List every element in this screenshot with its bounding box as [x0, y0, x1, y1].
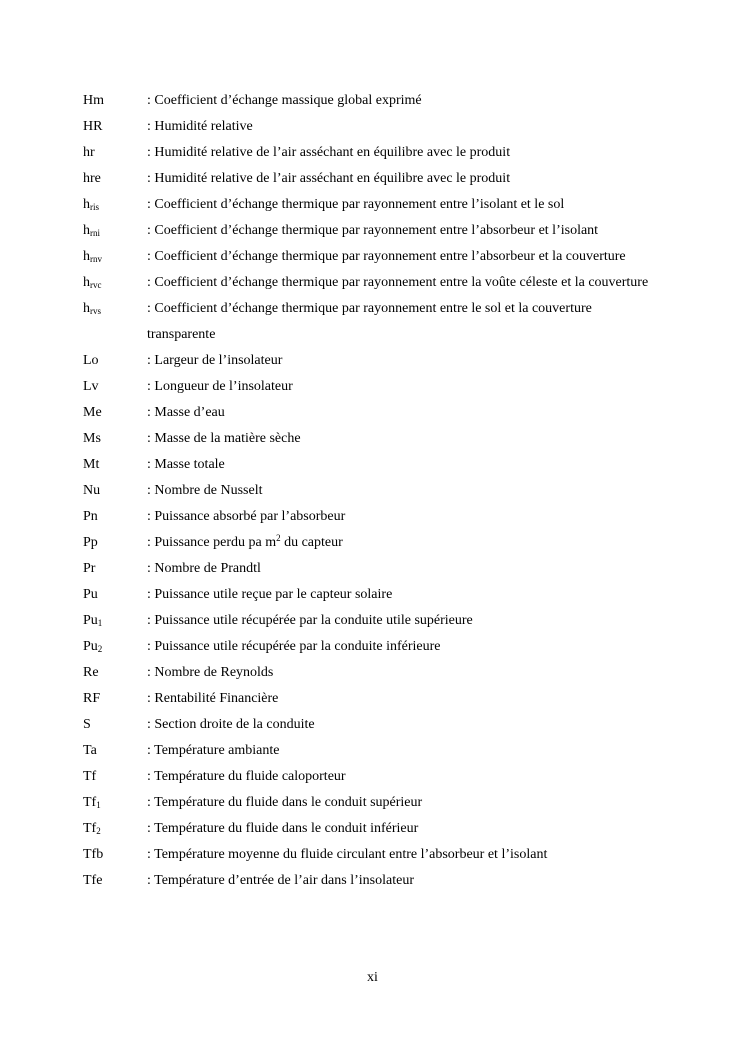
entry-definition [147, 218, 663, 244]
entry-definition [147, 426, 663, 452]
nomenclature-entry [83, 790, 663, 816]
entry-symbol [83, 582, 147, 608]
symbol-text: h [83, 249, 90, 264]
entry-symbol [83, 426, 147, 452]
definition-text: : Masse d’eau [147, 405, 225, 420]
definition-text: : Coefficient d’échange massique global exprimé [147, 93, 422, 108]
symbol-text: Tf [83, 795, 97, 810]
entry-definition [147, 582, 663, 608]
entry-symbol [83, 114, 147, 140]
entry-symbol [83, 478, 147, 504]
symbol-text: RF [83, 691, 101, 706]
definition-text: : Puissance utile récupérée par la conduite inférieure [147, 639, 441, 654]
entry-definition [147, 374, 663, 400]
entry-symbol [83, 166, 147, 192]
definition-text: : Nombre de Reynolds [147, 665, 274, 680]
entry-definition [147, 348, 663, 374]
symbol-subscript: rvc [90, 280, 102, 290]
definition-text: : Puissance absorbé par l’absorbeur [147, 509, 346, 524]
symbol-text: Pp [83, 535, 98, 550]
entry-definition [147, 660, 663, 686]
entry-symbol [83, 608, 147, 634]
entry-definition [147, 686, 663, 712]
nomenclature-entry [83, 270, 663, 296]
symbol-text: Tf [83, 821, 97, 836]
entry-symbol [83, 270, 147, 296]
entry-definition [147, 790, 663, 816]
definition-text: : Humidité relative de l’air asséchant en équilibre avec le produit [147, 171, 511, 186]
symbol-text: Pu [83, 639, 98, 654]
nomenclature-entry [83, 686, 663, 712]
definition-text: : Puissance utile reçue par le capteur solaire [147, 587, 393, 602]
entry-symbol [83, 504, 147, 530]
definition-text: : Longueur de l’insolateur [147, 379, 293, 394]
entry-symbol [83, 192, 147, 218]
definition-text: : Coefficient d’échange thermique par rayonnement entre la voûte céleste et la couverture [147, 275, 649, 290]
definition-text: : Masse totale [147, 457, 225, 472]
entry-definition [147, 140, 663, 166]
symbol-subscript: 1 [96, 800, 101, 810]
definition-text: : Masse de la matière sèche [147, 431, 301, 446]
symbol-text: Nu [83, 483, 101, 498]
nomenclature-entry [83, 192, 663, 218]
entry-symbol [83, 140, 147, 166]
entry-definition [147, 634, 663, 660]
definition-text: : Nombre de Prandtl [147, 561, 261, 576]
nomenclature-entry [83, 842, 663, 868]
definition-text: : Rentabilité Financière [147, 691, 279, 706]
definition-text: : Température du fluide dans le conduit inférieur [147, 821, 419, 836]
nomenclature-entry [83, 452, 663, 478]
definition-text: : Coefficient d’échange thermique par rayonnement entre l’isolant et le sol [147, 197, 565, 212]
symbol-text: h [83, 197, 90, 212]
definition-text: : Coefficient d’échange thermique par rayonnement entre le sol et la couverture transparente [147, 301, 592, 342]
entry-symbol [83, 88, 147, 114]
definition-text: : Largeur de l’insolateur [147, 353, 283, 368]
definition-text: : Nombre de Nusselt [147, 483, 263, 498]
symbol-subscript: ris [90, 202, 99, 212]
nomenclature-entry [83, 478, 663, 504]
symbol-text: hr [83, 145, 95, 160]
entry-definition [147, 296, 663, 348]
nomenclature-entry [83, 426, 663, 452]
nomenclature-entry [83, 816, 663, 842]
entry-definition [147, 452, 663, 478]
definition-text: : Température moyenne du fluide circulant entre l’absorbeur et l’isolant [147, 847, 548, 862]
entry-symbol [83, 556, 147, 582]
definition-superscript: 2 [276, 533, 281, 543]
nomenclature-entry [83, 114, 663, 140]
entry-definition [147, 114, 663, 140]
symbol-text: Pu [83, 613, 98, 628]
entry-definition [147, 400, 663, 426]
nomenclature-entry [83, 244, 663, 270]
definition-text: : Coefficient d’échange thermique par rayonnement entre l’absorbeur et la couverture [147, 249, 626, 264]
nomenclature-entry [83, 296, 663, 348]
entry-definition [147, 192, 663, 218]
symbol-text: h [83, 301, 90, 316]
nomenclature-entry [83, 738, 663, 764]
nomenclature-entry [83, 530, 663, 556]
definition-text: : Humidité relative de l’air asséchant en équilibre avec le produit [147, 145, 511, 160]
symbol-text: Pu [83, 587, 98, 602]
symbol-text: Pn [83, 509, 98, 524]
nomenclature-entry [83, 608, 663, 634]
entry-definition [147, 504, 663, 530]
nomenclature-entry [83, 140, 663, 166]
nomenclature-entry [83, 660, 663, 686]
symbol-subscript: rni [90, 228, 100, 238]
entry-definition [147, 478, 663, 504]
entry-symbol [83, 374, 147, 400]
symbol-text: Tf [83, 769, 97, 784]
entry-symbol [83, 764, 147, 790]
definition-text: : Humidité relative [147, 119, 253, 134]
entry-symbol [83, 738, 147, 764]
entry-symbol [83, 348, 147, 374]
symbol-text: Re [83, 665, 99, 680]
entry-definition [147, 868, 663, 894]
entry-symbol [83, 712, 147, 738]
page-number: xi [367, 970, 378, 985]
nomenclature-entry [83, 764, 663, 790]
entry-symbol [83, 218, 147, 244]
entry-symbol [83, 452, 147, 478]
nomenclature-entry [83, 868, 663, 894]
definition-text: : Section droite de la conduite [147, 717, 315, 732]
symbol-text: Mt [83, 457, 100, 472]
entry-definition [147, 764, 663, 790]
entry-symbol [83, 842, 147, 868]
entry-symbol [83, 530, 147, 556]
entry-symbol [83, 816, 147, 842]
entry-symbol [83, 400, 147, 426]
nomenclature-entry [83, 504, 663, 530]
nomenclature-entry [83, 634, 663, 660]
entry-symbol [83, 296, 147, 322]
entry-symbol [83, 790, 147, 816]
symbol-text: Tfb [83, 847, 104, 862]
symbol-text: Lo [83, 353, 99, 368]
entry-definition [147, 842, 663, 868]
entry-definition [147, 166, 663, 192]
entry-definition [147, 608, 663, 634]
nomenclature-entry [83, 88, 663, 114]
symbol-text: h [83, 275, 90, 290]
entry-symbol [83, 634, 147, 660]
symbol-text: hre [83, 171, 101, 186]
nomenclature-entry [83, 166, 663, 192]
nomenclature-list [83, 88, 663, 894]
symbol-text: h [83, 223, 90, 238]
entry-symbol [83, 660, 147, 686]
symbol-text: Ta [83, 743, 97, 758]
entry-definition [147, 712, 663, 738]
definition-text: : Coefficient d’échange thermique par rayonnement entre l’absorbeur et l’isolant [147, 223, 599, 238]
entry-symbol [83, 686, 147, 712]
entry-symbol [83, 244, 147, 270]
symbol-subscript: 2 [97, 644, 103, 654]
definition-text: : Température ambiante [147, 743, 280, 758]
symbol-subscript: rvs [90, 306, 101, 316]
symbol-subscript: rnv [90, 254, 102, 264]
nomenclature-entry [83, 712, 663, 738]
symbol-text: Tfe [83, 873, 103, 888]
entry-definition [147, 556, 663, 582]
nomenclature-entry [83, 374, 663, 400]
definition-text: : Température du fluide dans le conduit supérieur [147, 795, 423, 810]
nomenclature-entry [83, 400, 663, 426]
definition-text: : Puissance perdu pa m [147, 535, 277, 550]
definition-text: : Puissance utile récupérée par la conduite utile supérieure [147, 613, 473, 628]
entry-definition [147, 270, 663, 296]
nomenclature-entry [83, 218, 663, 244]
symbol-subscript: 2 [96, 826, 101, 836]
entry-symbol [83, 868, 147, 894]
nomenclature-entry [83, 348, 663, 374]
symbol-text: Lv [83, 379, 99, 394]
symbol-text: Pr [83, 561, 96, 576]
symbol-subscript: 1 [97, 618, 103, 628]
symbol-text: Me [83, 405, 102, 420]
entry-definition [147, 244, 663, 270]
entry-definition [147, 530, 663, 556]
definition-text: : Température d’entrée de l’air dans l’insolateur [147, 873, 414, 888]
entry-definition [147, 738, 663, 764]
symbol-text: Ms [83, 431, 101, 446]
definition-text-after: du capteur [280, 535, 343, 550]
entry-definition [147, 88, 663, 114]
symbol-text: S [83, 717, 91, 732]
nomenclature-entry [83, 556, 663, 582]
nomenclature-entry [83, 582, 663, 608]
symbol-text: HR [83, 119, 103, 134]
symbol-text: Hm [83, 93, 104, 108]
entry-definition [147, 816, 663, 842]
definition-text: : Température du fluide caloporteur [147, 769, 346, 784]
